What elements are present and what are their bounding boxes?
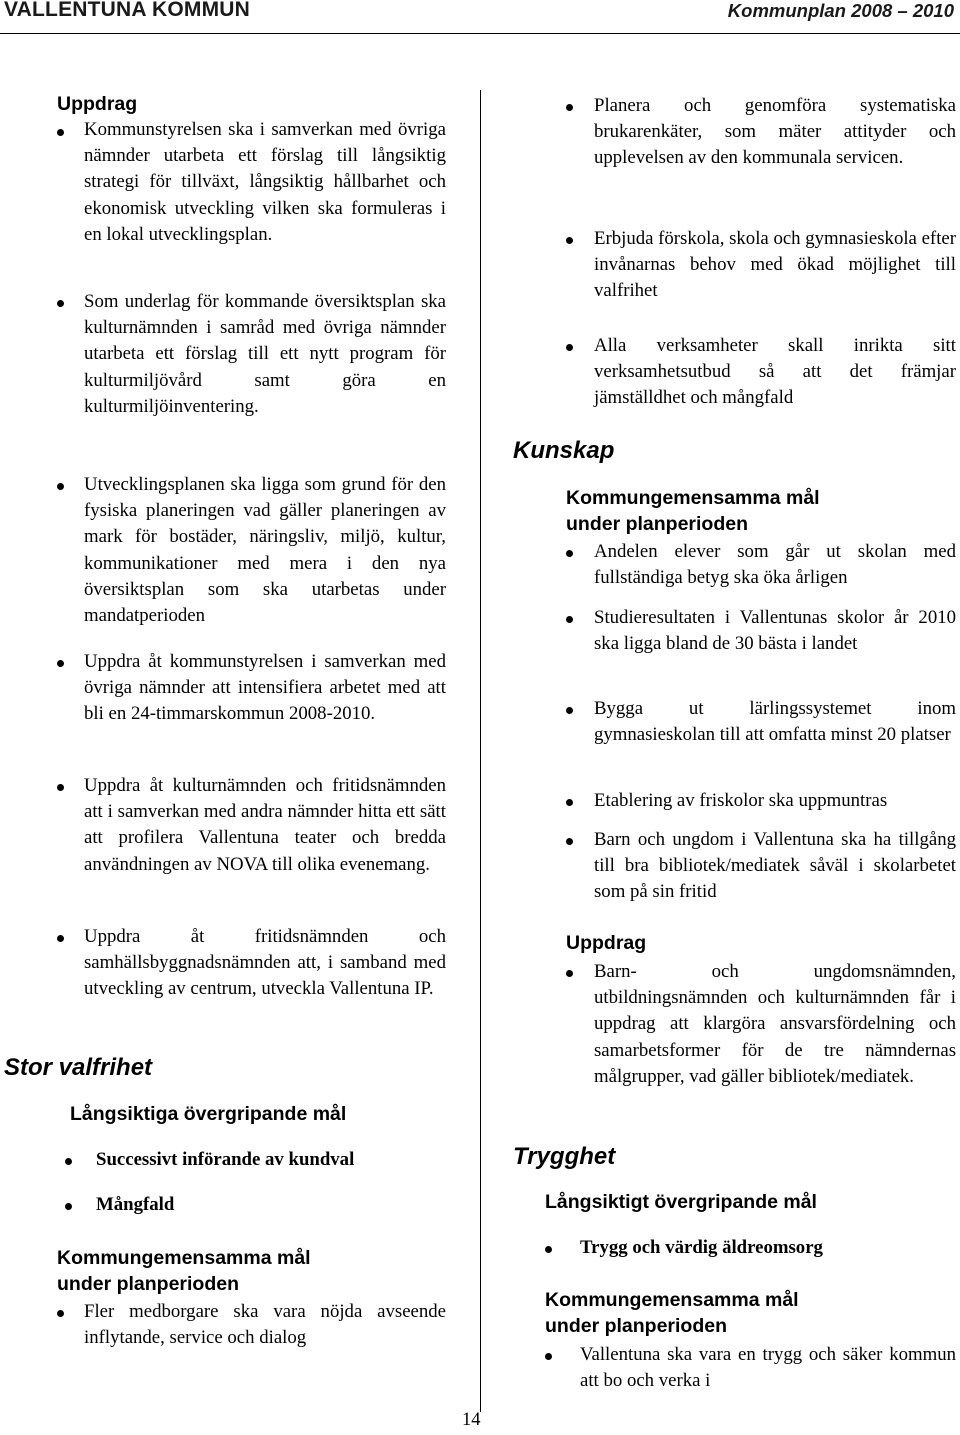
list-item: Studieresultaten i Vallentunas skolor år 2010 ska ligga bland de 30 bästa i landet	[594, 607, 956, 655]
list-item: Utvecklingsplanen ska ligga som grund för den fysiska planeringen vad gäller planeringen av mark för bostäder, näringsliv, miljö, kultur, kommunikationer med mera i den nya översiktsplan som ska utarbetas under mandatperioden	[84, 474, 446, 627]
common-goals-subheading: under planperioden	[57, 1273, 240, 1295]
bullet-icon	[57, 784, 64, 791]
bullet-icon	[57, 660, 64, 667]
list-item: Etablering av friskolor ska uppmuntras	[594, 790, 888, 811]
list-item: Uppdra åt kulturnämnden och fritidsnämnden att i samverkan med andra nämnder hitta ett sätt att profilera Vallentuna teater och bredda användningen av NOVA till olika evenemang.	[84, 775, 446, 875]
list-item: Alla verksamheter skall inrikta sitt verksamhetsutbud så att det främjar jämställdhet och mångfald	[594, 335, 956, 409]
bullet-icon	[545, 1353, 552, 1360]
document-title: Kommunplan 2008 – 2010	[727, 0, 954, 21]
common-goals-heading: Kommungemensamma mål	[566, 487, 820, 509]
section-title-kunskap: Kunskap	[513, 437, 615, 464]
uppdrag-heading: Uppdrag	[57, 93, 138, 115]
common-goals-heading: Kommungemensamma mål	[57, 1247, 311, 1269]
bullet-icon	[566, 104, 573, 111]
organization-name: VALLENTUNA KOMMUN	[4, 0, 251, 21]
column-divider	[480, 90, 481, 1412]
common-goals-subheading: under planperioden	[545, 1315, 728, 1337]
list-item: Successivt införande av kundval	[96, 1149, 355, 1170]
bullet-icon	[566, 344, 573, 351]
bullet-icon	[566, 707, 573, 714]
page-number: 14	[462, 1410, 481, 1430]
list-item: Fler medborgare ska vara nöjda avseende inflytande, service och dialog	[84, 1301, 446, 1349]
header-rule	[0, 33, 960, 34]
list-item: Kommunstyrelsen ska i samverkan med övriga nämnder utarbeta ett förslag till långsiktig strategi för tillväxt, långsiktig hållbarhet och ekonomisk utveckling vilken ska formuleras i en lokal utvecklingsplan.	[84, 119, 446, 245]
bullet-icon	[57, 935, 64, 942]
longterm-goals-heading: Långsiktigt övergripande mål	[545, 1191, 817, 1213]
bullet-icon	[65, 1158, 72, 1165]
bullet-icon	[65, 1203, 72, 1210]
bullet-icon	[566, 237, 573, 244]
longterm-goals-heading: Långsiktiga övergripande mål	[70, 1103, 347, 1125]
uppdrag-heading: Uppdrag	[566, 932, 647, 954]
bullet-icon	[57, 1310, 64, 1317]
list-item: Bygga ut lärlingssystemet inom gymnasieskolan till att omfatta minst 20 platser	[594, 698, 956, 746]
bullet-icon	[566, 838, 573, 845]
list-item: Vallentuna ska vara en trygg och säker kommun att bo och verka i	[580, 1344, 956, 1392]
bullet-icon	[566, 550, 573, 557]
section-title-trygghet: Trygghet	[513, 1143, 616, 1170]
bullet-icon	[57, 483, 64, 490]
list-item: Som underlag för kommande översiktsplan ska kulturnämnden i samråd med övriga nämnder utarbeta ett förslag till ett nytt program för kulturmiljövård samt göra en kulturmiljöinventering.	[84, 291, 446, 417]
list-item: Barn och ungdom i Vallentuna ska ha tillgång till bra bibliotek/mediatek såväl i skolarbetet som på sin fritid	[594, 829, 956, 903]
list-item: Uppdra åt kommunstyrelsen i samverkan med övriga nämnder att intensifiera arbetet med att bli en 24-timmarskommun 2008-2010.	[84, 651, 446, 725]
list-item: Planera och genomföra systematiska brukarenkäter, som mäter attityder och upplevelsen av den kommunala servicen.	[594, 95, 956, 169]
common-goals-subheading: under planperioden	[566, 513, 749, 535]
list-item: Andelen elever som går ut skolan med fullständiga betyg ska öka årligen	[594, 541, 956, 589]
list-item: Mångfald	[96, 1194, 175, 1215]
bullet-icon	[566, 616, 573, 623]
bullet-icon	[57, 300, 64, 307]
bullet-icon	[545, 1246, 552, 1253]
bullet-icon	[566, 970, 573, 977]
list-item: Erbjuda förskola, skola och gymnasieskola efter invånarnas behov med ökad möjlighet till valfrihet	[594, 228, 956, 302]
bullet-icon	[566, 799, 573, 806]
section-title-stor-valfrihet: Stor valfrihet	[4, 1054, 153, 1081]
list-item: Trygg och värdig äldreomsorg	[580, 1237, 823, 1258]
bullet-icon	[57, 129, 64, 136]
common-goals-heading: Kommungemensamma mål	[545, 1289, 799, 1311]
list-item: Uppdra åt fritidsnämnden och samhällsbyggnadsnämnden att, i samband med utveckling av centrum, utveckla Vallentuna IP.	[84, 926, 446, 1000]
list-item: Barn- och ungdomsnämnden, utbildningsnämnden och kulturnämnden får i uppdrag att klargöra ansvarsfördelning och samarbetsformer för de tre nämndernas målgrupper, vad gäller bibliotek/mediatek.	[594, 961, 956, 1087]
